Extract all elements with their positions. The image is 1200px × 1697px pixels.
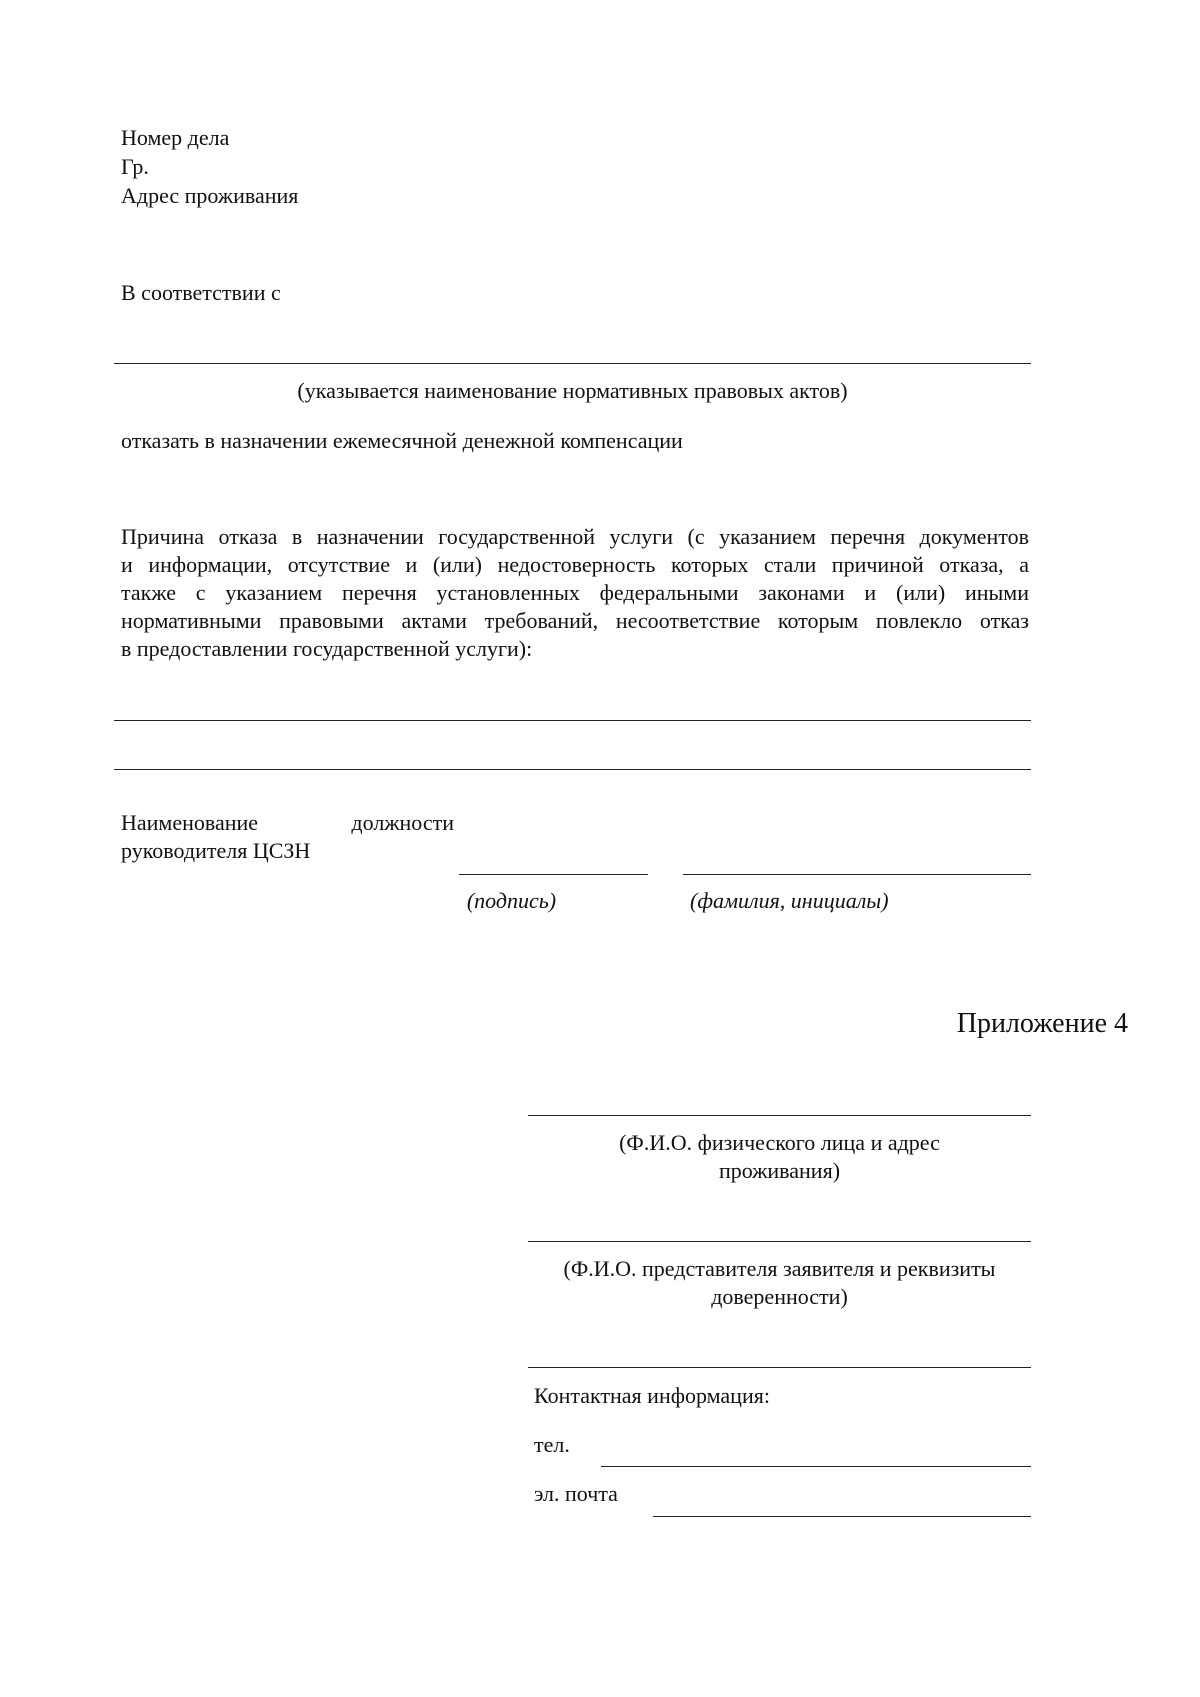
name-line — [683, 874, 1031, 875]
in-accordance-text: В соответствии с — [121, 280, 281, 305]
citizen-label: Гр. — [121, 154, 149, 179]
reason-fill-line-1 — [114, 720, 1031, 721]
reason-line: Причина отказа в назначении государственной услуги (с указанием перечня документов — [121, 524, 1029, 549]
contact-top-line — [528, 1367, 1031, 1368]
acts-fill-line — [114, 363, 1031, 364]
person-fill-line — [528, 1115, 1031, 1116]
contact-label: Контактная информация: — [534, 1383, 770, 1408]
signature-caption: (подпись) — [466, 888, 557, 913]
phone-label: тел. — [534, 1432, 570, 1457]
position-title: Наименование должности — [121, 810, 454, 835]
phone-fill-line — [601, 1466, 1031, 1467]
email-label: эл. почта — [534, 1481, 618, 1506]
email-fill-line — [653, 1516, 1031, 1517]
acts-caption: (указывается наименование нормативных правовых актов) — [297, 378, 848, 403]
refusal-text: отказать в назначении ежемесячной денежной компенсации — [121, 428, 683, 453]
reason-line: в предоставлении государственной услуги): — [121, 636, 533, 661]
reason-line: и информации, отсутствие и (или) недостоверность которых стали причиной отказа, а — [121, 552, 1029, 577]
signature-line — [459, 874, 648, 875]
person-caption-line2: проживания) — [718, 1158, 841, 1183]
reason-paragraph — [121, 523, 1029, 663]
appendix-title: Приложение 4 — [956, 1008, 1128, 1039]
representative-caption: (Ф.И.О. представителя заявителя и реквизиты — [563, 1256, 996, 1281]
address-label: Адрес проживания — [121, 183, 299, 208]
reason-line: нормативными правовыми актами требований, несоответствие которым повлекло отказ — [121, 608, 1029, 633]
representative-caption-line2: доверенности) — [711, 1284, 848, 1309]
person-caption: (Ф.И.О. физического лица и адрес — [619, 1130, 940, 1155]
reason-line: также с указанием перечня установленных федеральными законами и (или) иными — [121, 580, 1029, 605]
case-number-label: Номер дела — [121, 125, 230, 150]
name-caption: (фамилия, инициалы) — [690, 888, 889, 913]
representative-fill-line — [528, 1241, 1031, 1242]
position-title-line2: руководителя ЦСЗН — [121, 838, 311, 863]
reason-fill-line-2 — [114, 769, 1031, 770]
